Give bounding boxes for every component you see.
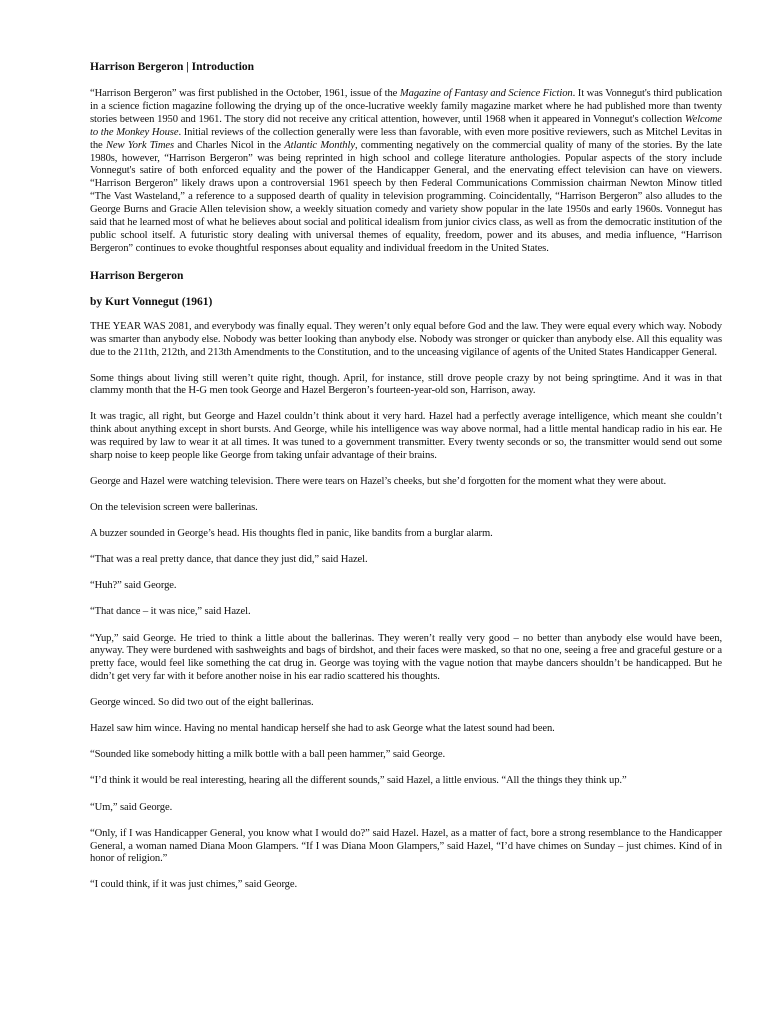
intro-segment: “Harrison Bergeron” was first published in the October, 1961, issue of the (90, 88, 400, 99)
intro-heading: Harrison Bergeron | Introduction (90, 61, 255, 73)
story-paragraph: It was tragic, all right, but George and Hazel couldn’t think about it very hard. Hazel had a perfectly average intelligence, which meant she couldn’t think about anything except in short bursts. And George, while his intelligence was way above normal, had a little mental handicap radio in his ear. He was required by law to wear it at all times. It was tuned to a government transmitter. Every twenty seconds or so, the transmitter would send out some sharp noise to keep people like George from taking unfair advantage of their brains. (90, 411, 722, 462)
story-paragraph: “That was a real pretty dance, that dance they just did,” said Hazel. (90, 554, 368, 566)
story-paragraph: “Huh?” said George. (90, 580, 177, 592)
story-paragraph: “I’d think it would be real interesting, hearing all the different sounds,” said Hazel, a little envious. “All the things they think up.” (90, 775, 627, 787)
story-paragraph: THE YEAR WAS 2081, and everybody was finally equal. They weren’t only equal before God and the law. They were equal every which way. Nobody was smarter than anybody else. Nobody was better looking than anybody else. Nobody was stronger or quicker than anybody else. All this equality was due to the 211th, 212th, and 213th Amendments to the Constitution, and to the unceasing vigilance of agents of the United States Handicapper General. (90, 320, 722, 358)
intro-segment: . It was Vonnegut's third publication in a science fiction magazine following the drying up of the once-lucrative weekly family magazine market where he had published more than twenty stories between 1950 and 1961. The story did not receive any critical attention, however, until 1968 when it appeared in Vonnegut's collection (90, 88, 723, 125)
story-paragraph: Some things about living still weren’t quite right, though. April, for instance, still drove people crazy by not being springtime. And it was in that clammy month that the H-G men took George and Hazel Bergeron’s fourteen-year-old son, Harrison, away. (90, 372, 722, 397)
story-paragraph: George and Hazel were watching television. There were tears on Hazel’s cheeks, but she’d forgotten for the moment what they were about. (90, 475, 667, 487)
story-paragraph: On the television screen were ballerinas. (90, 502, 258, 514)
story-paragraph: “Um,” said George. (90, 801, 173, 813)
story-paragraph: “I could think, if it was just chimes,” said George. (90, 879, 298, 891)
intro-paragraph (90, 88, 722, 256)
story-paragraph: “Yup,” said George. He tried to think a little about the ballerinas. They weren’t really very good – no better than anybody else would have been, anyway. They were burdened with sashweights and bags of birdshot, and their faces were masked, so that no one, seeing a free and graceful gesture or a pretty face, would feel like something the cat drug in. George was toying with the vague notion that maybe dancers shouldn’t be handicapped. But he didn’t get very far with it before another noise in his ear radio scattered his thoughts. (90, 632, 722, 683)
story-paragraph: “That dance – it was nice,” said Hazel. (90, 606, 251, 618)
document-page (90, 60, 722, 905)
story-paragraph: “Only, if I was Handicapper General, you know what I would do?” said Hazel. Hazel, as a matter of fact, bore a strong resemblance to the Handicapper General, a woman named Diana Moon Glampers. “If I was Diana Moon Glampers,” said Hazel, “I’d have chimes on Sunday – just chimes. Kind of in honor of religion.” (90, 827, 722, 865)
story-paragraph: “Sounded like somebody hitting a milk bottle with a ball peen hammer,” said George. (90, 749, 446, 761)
intro-segment: , commenting negatively on the commercial quality of many of the stories. By the late 1980s, however, “Harrison Bergeron” was being reprinted in high school and college literature anthologies. Popular aspects of the story include Vonnegut's satire of both enforced equality and the power of the Handicapper General, and the enervating effect television can have on viewers. “Harrison Bergeron” likely draws upon a controversial 1961 speech by then Federal Communications Commission chairman Newton Minow titled “The Vast Wasteland,” a reference to a supposed dearth of quality in television programming. Coincidentally, “Harrison Bergeron” also alludes to the George Burns and Gracie Allen television show, a weekly situation comedy and variety show popular in the late 1950s and early 1960s. Vonnegut has said that he learned most of what he believes about social and political idealism from junior civics class, as well as from the democratic institution of the public school itself. A futuristic story dealing with universal themes of equality, freedom, power and its abuses, and media influence, “Harrison Bergeron” continues to evoke thoughtful responses about equality and individual freedom in the United States. (90, 139, 722, 254)
magazine-title: Atlantic Monthly (284, 139, 355, 151)
intro-segment: . Initial reviews of the collection generally were less than favorable, with even more positive reviewers, such as Mitchel Levitas in the (90, 126, 722, 151)
story-title: Harrison Bergeron (90, 269, 184, 282)
story-paragraph: A buzzer sounded in George’s head. His thoughts fled in panic, like bandits from a burglar alarm. (90, 528, 493, 540)
collection-title: Welcome to the Monkey House (90, 113, 722, 138)
newspaper-title: New York Times (105, 139, 174, 151)
intro-segment: and Charles Nicol in the (174, 139, 285, 151)
byline: by Kurt Vonnegut (1961) (90, 295, 213, 308)
story-paragraph: Hazel saw him wince. Having no mental handicap herself she had to ask George what the latest sound had been. (90, 723, 555, 735)
story-paragraph: George winced. So did two out of the eight ballerinas. (90, 697, 314, 709)
magazine-title: Magazine of Fantasy and Science Fiction (399, 88, 573, 99)
